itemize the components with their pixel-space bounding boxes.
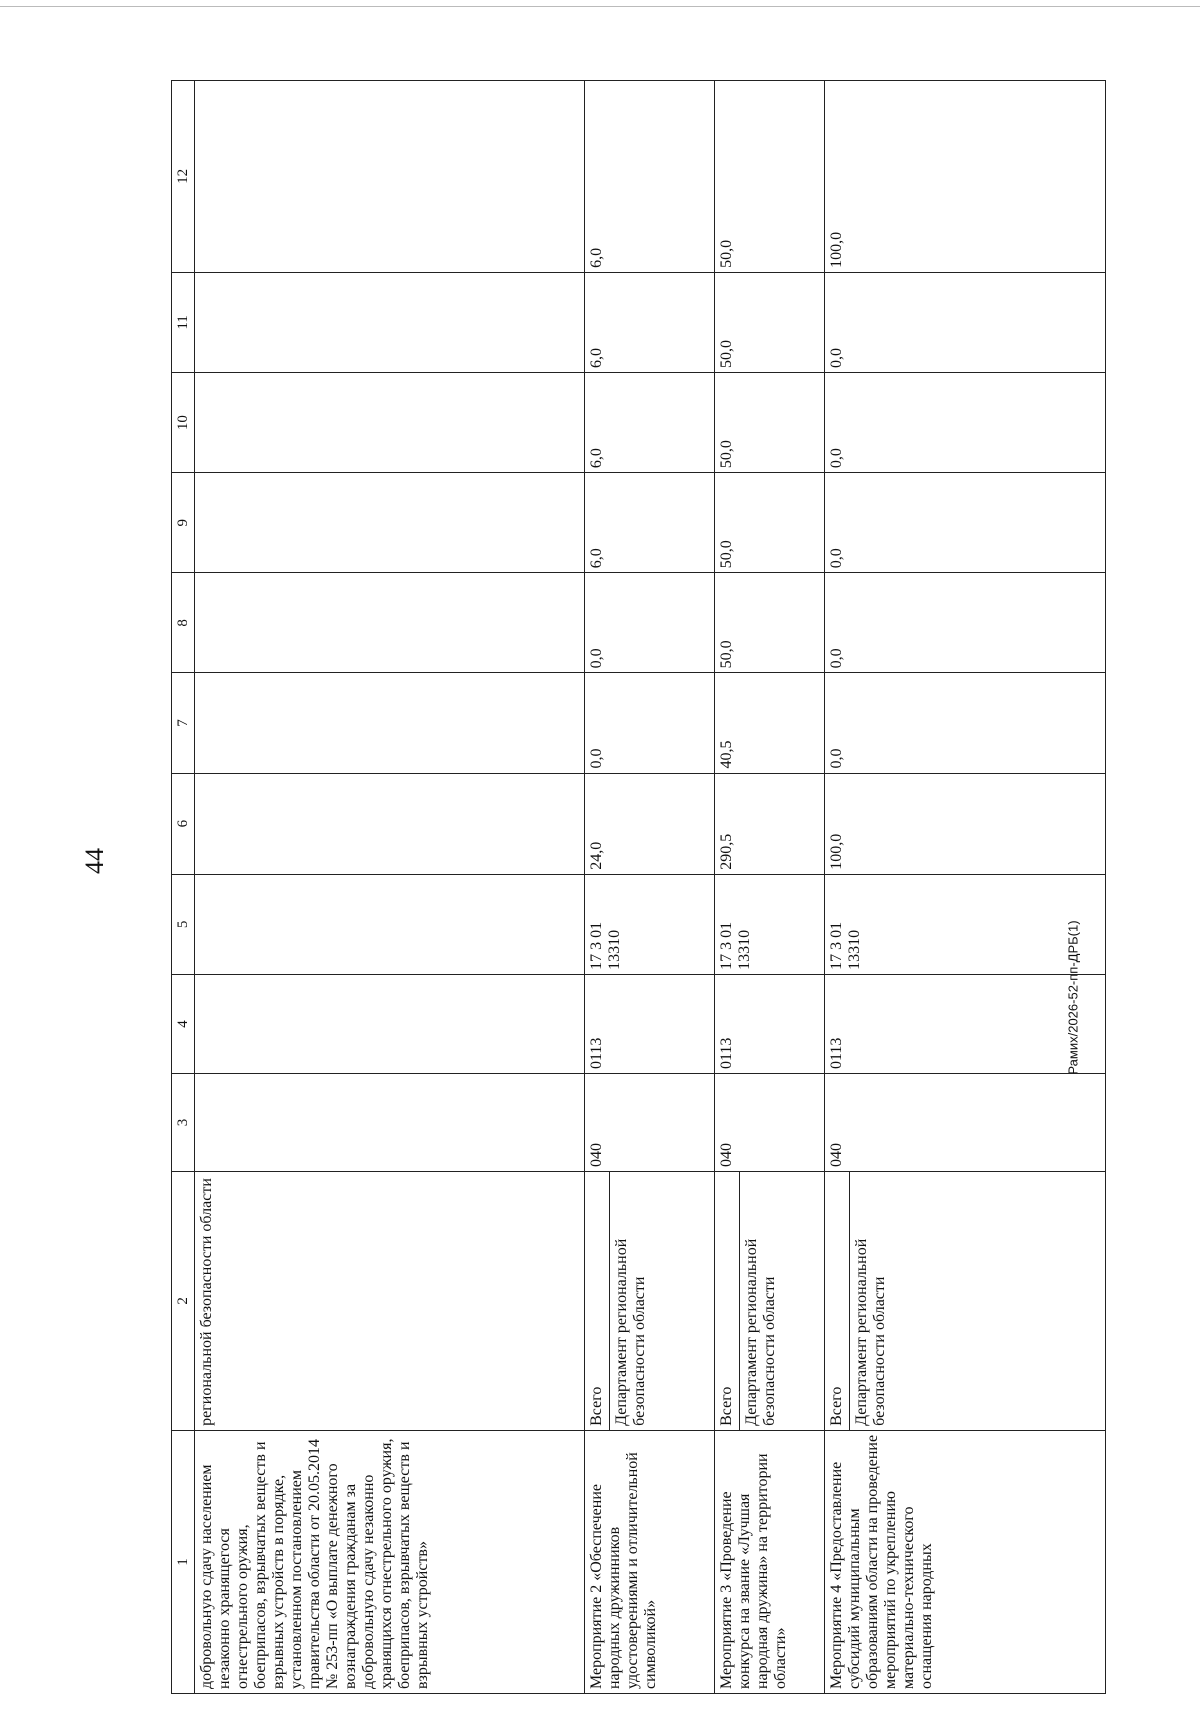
year-amount: 50,0 (715, 372, 825, 472)
header-cell: 10 (172, 372, 195, 472)
section-code: 0113 (825, 974, 1106, 1073)
header-cell: 9 (172, 473, 195, 573)
top-border-line (0, 6, 1200, 7)
year-amount: 0,0 (825, 573, 1106, 673)
header-cell: 2 (172, 1171, 195, 1430)
total-amount: 290,5 (715, 773, 825, 874)
document-code: Рамих/2026-52-пп-ДРБ(1) (1065, 920, 1081, 1075)
table-row (825, 81, 1106, 1694)
year-amount: 6,0 (585, 372, 715, 472)
measure-description: добровольную сдачу населением незаконно хранящегося огнестрельного оружия, боеприпасов, взрывчатых веществ и взрывных устройств в порядке, установленном постановлением правительства области от 20.05.2014 № 253-пп «О выплате денежного вознаграждения гражданам за добровольную сдачу незаконно хранящихся огнестрельного оружия, боеприпасов, взрывчатых веществ и взрывных устройств» (195, 1430, 585, 1693)
table-row (585, 81, 715, 1694)
year-amount: 0,0 (825, 673, 1106, 773)
year-amount: 50,0 (715, 573, 825, 673)
header-cell: 12 (172, 81, 195, 273)
rotated-table-container (171, 80, 1106, 1694)
table-row (195, 81, 585, 1694)
year-amount: 100,0 (825, 81, 1106, 273)
target-article-code: 17 3 01 13310 (585, 874, 715, 974)
year-amount: 40,5 (715, 673, 825, 773)
section-code: 0113 (585, 974, 715, 1073)
header-cell: 1 (172, 1430, 195, 1693)
program-table (171, 80, 1106, 1694)
header-cell: 5 (172, 874, 195, 974)
executor-total: Всего (825, 1172, 850, 1430)
year-amount: 0,0 (825, 272, 1106, 372)
section-code: 0113 (715, 974, 825, 1073)
grbs-code: 040 (585, 1073, 715, 1171)
header-cell: 6 (172, 773, 195, 874)
executor-total: Всего (715, 1172, 740, 1430)
executor-cell: региональной безопасности области (195, 1171, 585, 1430)
year-amount: 0,0 (825, 473, 1106, 573)
header-cell: 3 (172, 1073, 195, 1171)
executor-department: Департамент региональной безопасности области (853, 1238, 888, 1426)
year-amount: 0,0 (585, 673, 715, 773)
year-amount: 50,0 (715, 272, 825, 372)
measure-description: Мероприятие 2 «Обеспечение народных дружинников удостоверениями и отличительной символикой» (585, 1430, 715, 1693)
header-cell: 7 (172, 673, 195, 773)
target-article-code: 17 3 01 13310 (715, 874, 825, 974)
table-row (715, 81, 825, 1694)
year-amount: 6,0 (585, 473, 715, 573)
year-amount: 50,0 (715, 81, 825, 273)
grbs-code: 040 (825, 1073, 1106, 1171)
executor-department: Департамент региональной безопасности области (743, 1238, 778, 1426)
header-cell: 11 (172, 272, 195, 372)
year-amount: 6,0 (585, 81, 715, 273)
executor-cell (585, 1171, 715, 1430)
grbs-code: 040 (715, 1073, 825, 1171)
executor-cell (715, 1171, 825, 1430)
measure-description: Мероприятие 4 «Предоставление субсидий муниципальным образованиям области на проведение мероприятий по укреплению материально-технического оснащения народных (825, 1430, 1106, 1693)
page-number: 44 (80, 848, 109, 874)
executor-cell (825, 1171, 1106, 1430)
year-amount: 50,0 (715, 473, 825, 573)
total-amount: 24,0 (585, 773, 715, 874)
year-amount: 6,0 (585, 272, 715, 372)
executor-total: Всего (585, 1172, 610, 1430)
year-amount: 0,0 (825, 372, 1106, 472)
executor-department: Департамент региональной безопасности области (613, 1238, 648, 1426)
measure-description: Мероприятие 3 «Проведение конкурса на звание «Лучшая народная дружина» на территории области» (715, 1430, 825, 1693)
target-article-code: 17 3 01 13310 (825, 874, 1106, 974)
year-amount: 0,0 (585, 573, 715, 673)
total-amount: 100,0 (825, 773, 1106, 874)
header-row (172, 81, 195, 1694)
header-cell: 8 (172, 573, 195, 673)
header-cell: 4 (172, 974, 195, 1073)
